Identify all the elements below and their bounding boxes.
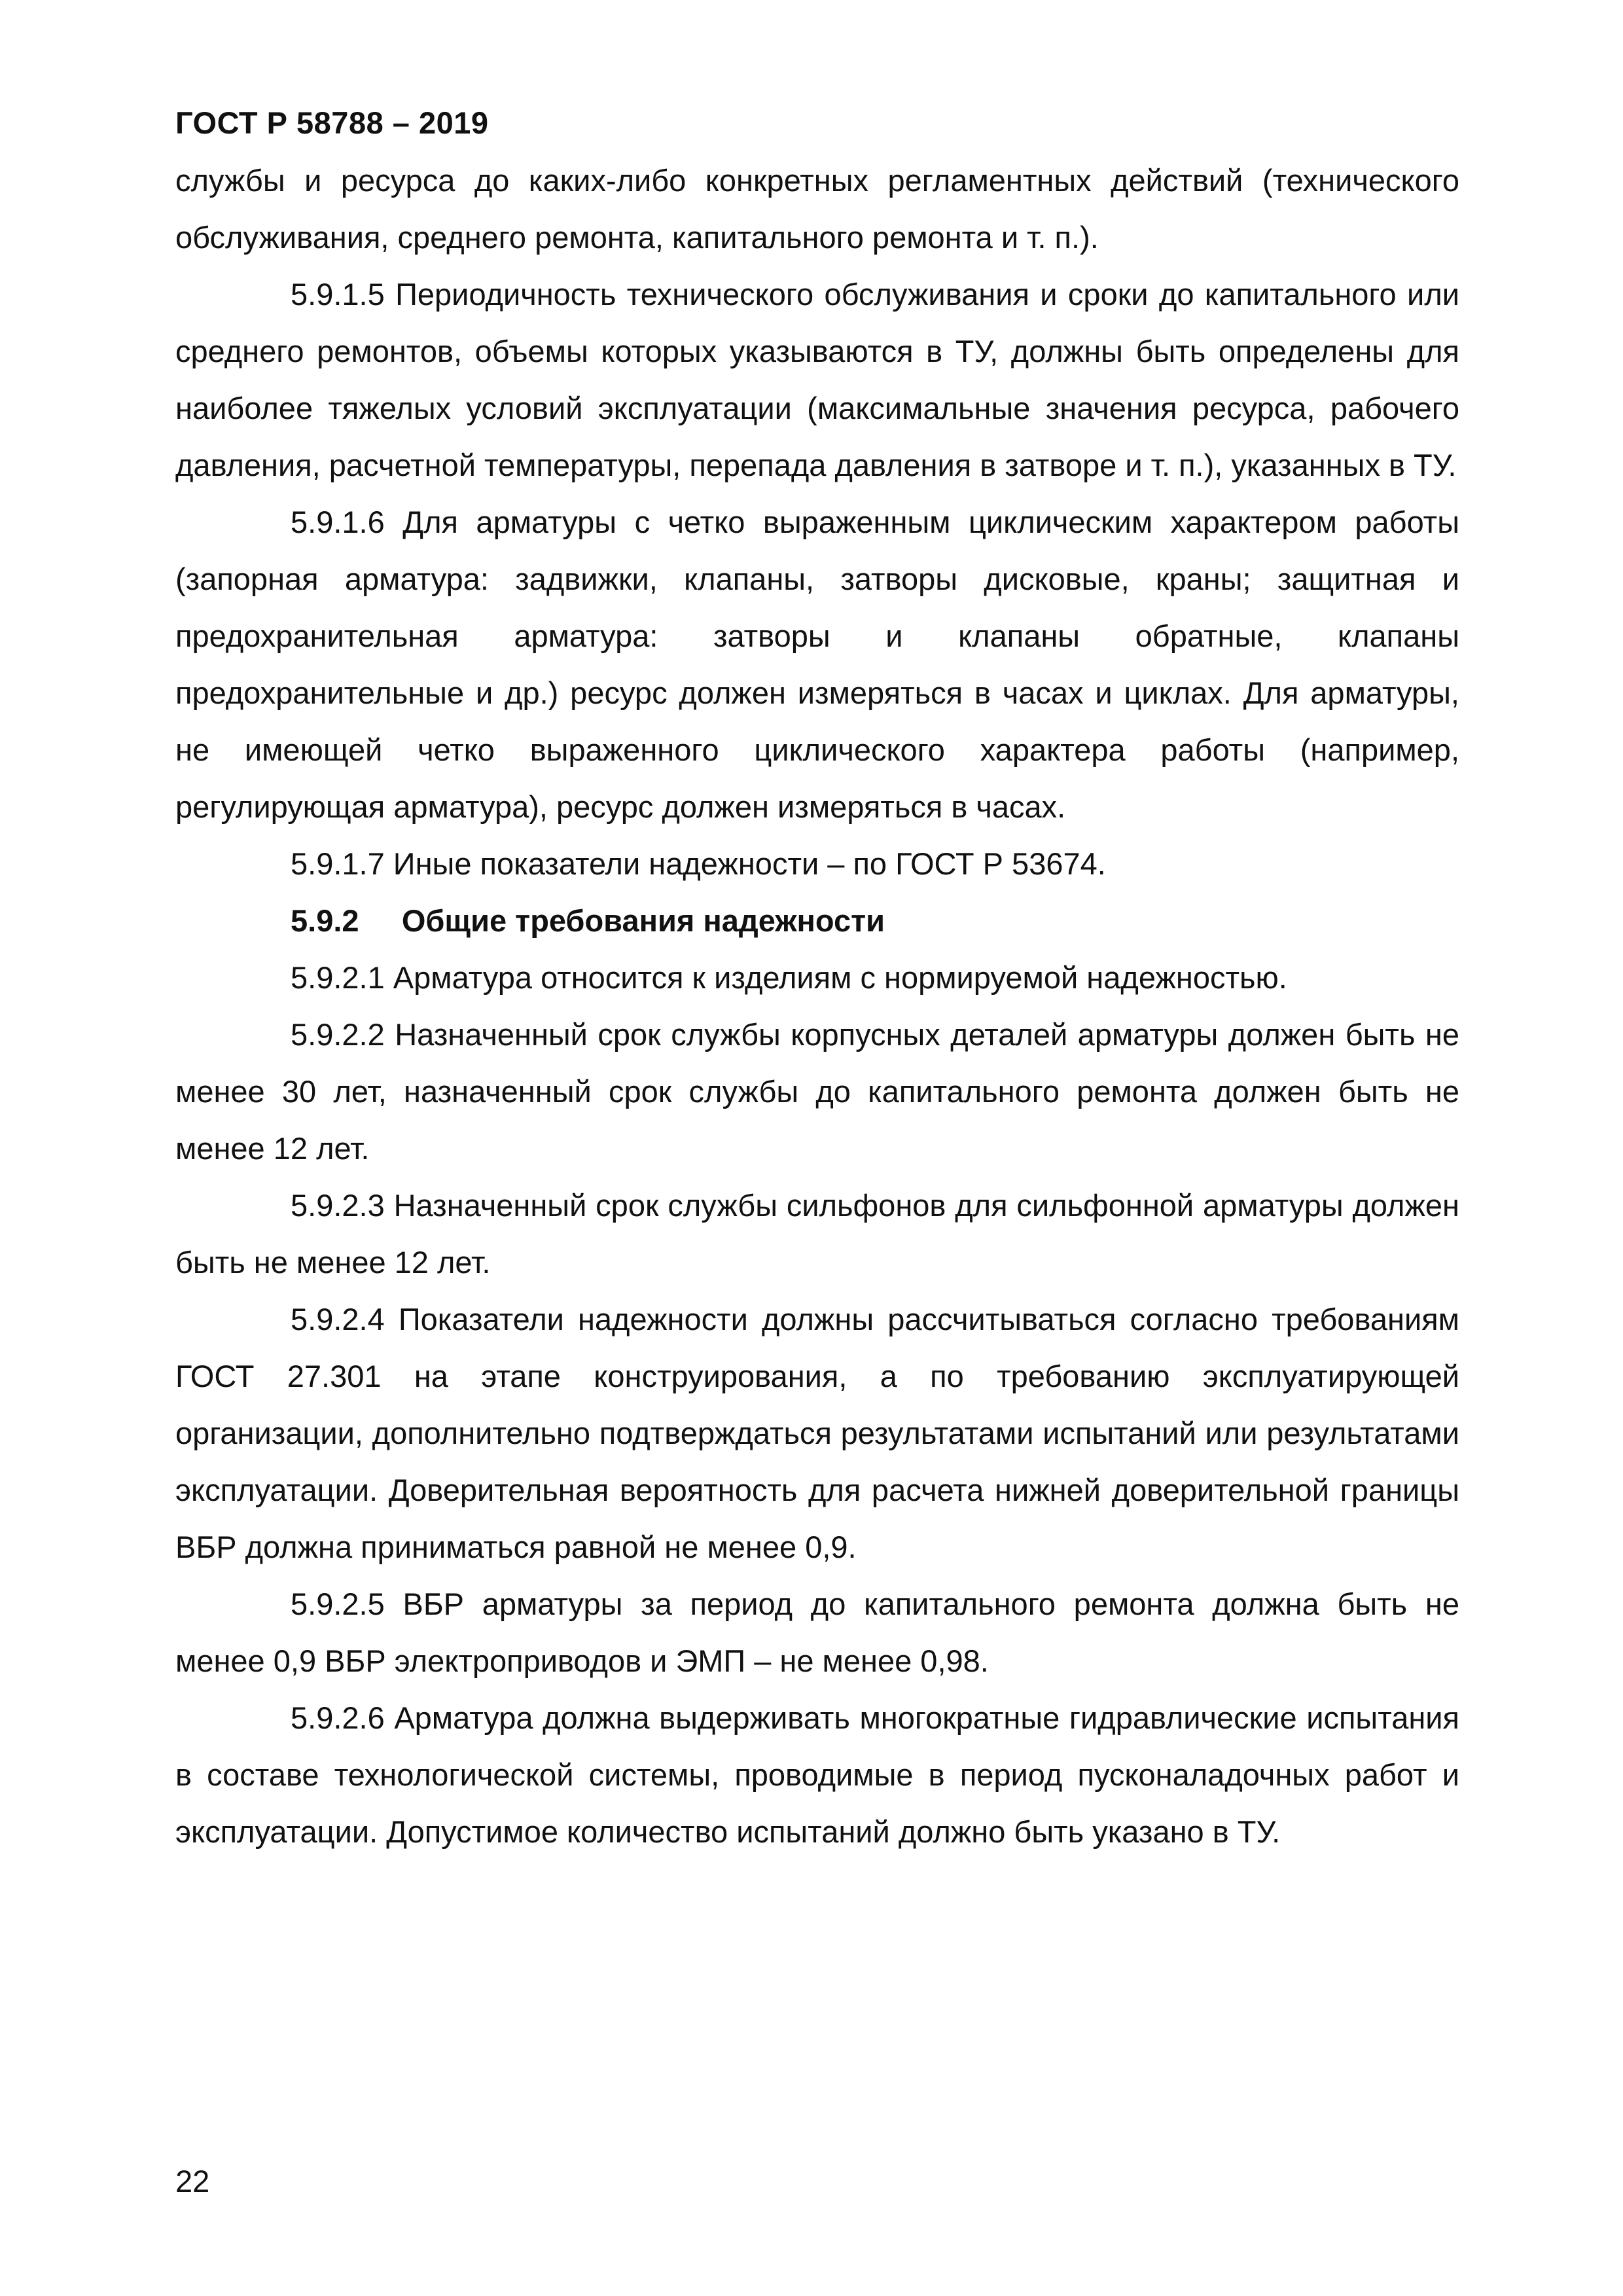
clause-text: Назначенный срок службы корпусных деталей арматуры должен быть не менее 30 лет, назначенный срок службы до капитального ремонта должен быть не менее 12 лет. bbox=[175, 1017, 1460, 1166]
clause-text: Назначенный срок службы сильфонов для сильфонной арматуры должен быть не менее 12 лет. bbox=[175, 1188, 1459, 1280]
clause-5-9-2-3 bbox=[175, 1177, 1459, 1291]
clause-5-9-1-6 bbox=[175, 493, 1459, 835]
section-heading-5-9-2 bbox=[175, 892, 1459, 949]
clause-5-9-2-5 bbox=[175, 1575, 1459, 1689]
clause-number: 5.9.2.4 bbox=[291, 1302, 385, 1336]
clause-number: 5.9.2.6 bbox=[291, 1700, 385, 1735]
clause-text: Для арматуры с четко выраженным циклическим характером работы (запорная арматура: задвижки, клапаны, затворы дисковые, краны; защитная и предохранительная арматура: затворы и клапаны обратные, клапаны предохранительные и др.) ресурс должен измеряться в часах и циклах. Для арматуры, не имеющей четко выраженного циклического характера работы (например, регулирующая арматура), ресурс должен измеряться в часах. bbox=[175, 505, 1459, 824]
clause-number: 5.9.2.2 bbox=[291, 1017, 385, 1052]
clause-text: Периодичность технического обслуживания и сроки до капитального или среднего ремонтов, объемы которых указываются в ТУ, должны быть определены для наиболее тяжелых условий эксплуатации (максимальные значения ресурса, рабочего давления, расчетной температуры, перепада давления в затворе и т. п.), указанных в ТУ. bbox=[175, 277, 1459, 482]
clause-5-9-2-1 bbox=[175, 949, 1459, 1006]
clause-number: 5.9.1.7 bbox=[291, 846, 385, 881]
clause-text: Арматура должна выдерживать многократные гидравлические испытания в составе технологической системы, проводимые в период пусконаладочных работ и эксплуатации. Допустимое количество испытаний должно быть указано в ТУ. bbox=[175, 1700, 1459, 1849]
clause-5-9-2-6 bbox=[175, 1689, 1459, 1860]
clause-5-9-2-2 bbox=[175, 1006, 1459, 1177]
clause-number: 5.9.2.1 bbox=[291, 960, 385, 995]
clause-number: 5.9.2.3 bbox=[291, 1188, 385, 1223]
clause-text: Арматура относится к изделиям с нормируемой надежностью. bbox=[393, 960, 1287, 995]
clause-number: 5.9.1.5 bbox=[291, 277, 385, 312]
clause-number: 5.9.1.6 bbox=[291, 505, 385, 539]
clause-5-9-1-7 bbox=[175, 835, 1459, 892]
clause-5-9-1-5 bbox=[175, 266, 1459, 493]
clause-text: ВБР арматуры за период до капитального ремонта должна быть не менее 0,9 ВБР электроприводов и ЭМП – не менее 0,98. bbox=[175, 1587, 1460, 1678]
clause-number: 5.9.2.5 bbox=[291, 1587, 385, 1621]
clause-text: Показатели надежности должны рассчитываться согласно требованиям ГОСТ 27.301 на этапе конструирования, а по требованию эксплуатирующей организации, дополнительно подтверждаться результатами испытаний или результатами эксплуатации. Доверительная вероятность для расчета нижней доверительной границы ВБР должна приниматься равной не менее 0,9. bbox=[175, 1302, 1459, 1564]
page-number: 22 bbox=[175, 2164, 210, 2198]
clause-text: Иные показатели надежности – по ГОСТ Р 53674. bbox=[393, 846, 1106, 881]
clause-5-9-2-4 bbox=[175, 1291, 1459, 1575]
section-number: 5.9.2 bbox=[291, 903, 359, 938]
document-body bbox=[175, 152, 1459, 1860]
continuation-paragraph: службы и ресурса до каких-либо конкретных регламентных действий (технического обслуживания, среднего ремонта, капитального ремонта и т. п.). bbox=[175, 163, 1459, 255]
standard-header: ГОСТ Р 58788 – 2019 bbox=[175, 105, 489, 140]
section-title: Общие требования надежности bbox=[401, 903, 885, 938]
